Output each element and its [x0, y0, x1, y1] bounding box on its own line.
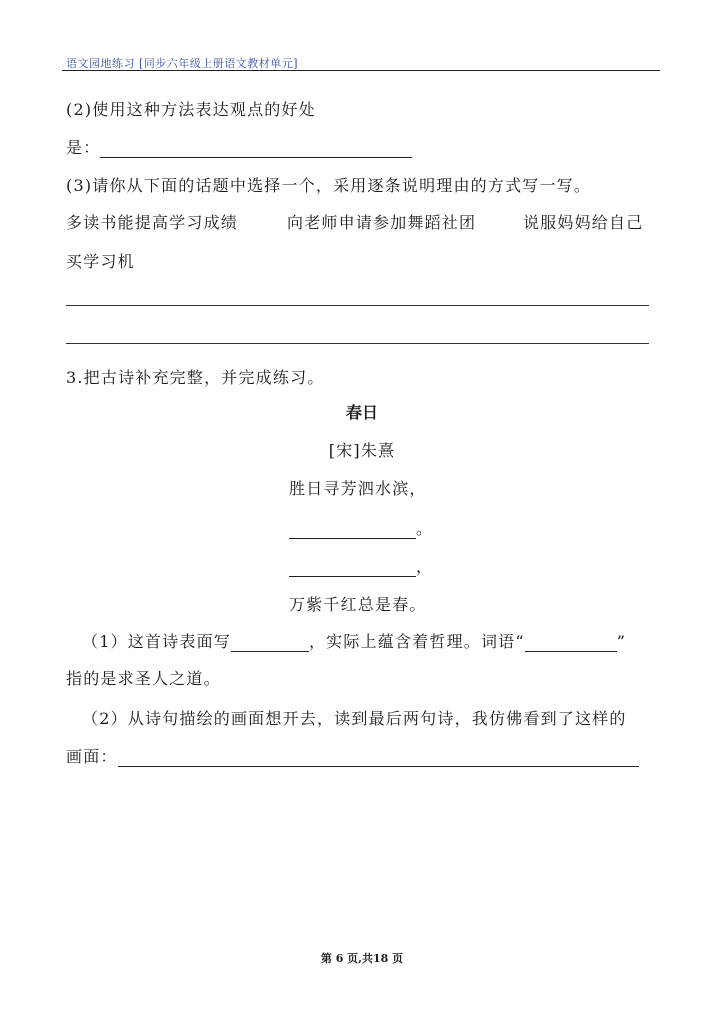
blank-key-word[interactable] — [525, 634, 617, 652]
q3-sub2-line1: （2）从诗句描绘的画面想开去，读到最后两句诗，我仿佛看到了这样的 — [82, 709, 627, 728]
poem-line-1: 胜日寻芳泗水滨， — [289, 479, 427, 498]
q3-heading: 3.把古诗补充完整，并完成练习。 — [66, 368, 325, 387]
q3-sub1-part-c: ” — [616, 632, 627, 651]
q2-sub2-prefix: 是： — [66, 138, 101, 157]
topic-option-3-part1: 说服妈妈给自己 — [523, 213, 644, 232]
q3-sub2-line2 — [66, 744, 639, 767]
topic-option-3-part2: 买学习机 — [66, 252, 135, 271]
writing-line-2[interactable] — [66, 343, 649, 344]
q2-sub2-line2 — [66, 135, 412, 158]
header-divider — [62, 70, 660, 71]
poem-blank-line-3[interactable] — [289, 559, 416, 577]
q3-sub1-part-a: （1）这首诗表面写 — [82, 632, 231, 651]
answer-blank-advantage[interactable] — [100, 139, 412, 158]
q3-sub1-line1 — [82, 629, 626, 652]
topic-option-1: 多读书能提高学习成绩 — [66, 213, 239, 232]
poem-blank-line-2[interactable] — [289, 521, 416, 539]
poem-author: [宋]朱熹 — [328, 441, 396, 460]
page-footer: 第 6 页,共18 页 — [320, 952, 404, 965]
q2-sub2-line1: (2)使用这种方法表达观点的好处 — [66, 100, 316, 119]
blank-surface-topic[interactable] — [231, 634, 309, 652]
poem-title: 春日 — [345, 403, 378, 422]
q3-sub1-line2: 指的是求圣人之道。 — [66, 669, 221, 688]
page-header: 语文园地练习 [同步六年级上册语文教材单元] — [66, 57, 299, 70]
writing-line-1[interactable] — [66, 305, 649, 306]
poem-line-4: 万紫千红总是春。 — [289, 595, 427, 614]
poem-line-3-punct: ， — [416, 557, 434, 576]
q3-sub2-prefix: 画面： — [66, 747, 118, 766]
q3-sub1-part-b: ，实际上蕴含着哲理。词语“ — [308, 632, 525, 651]
q2-sub3-prompt: (3)请你从下面的话题中选择一个，采用逐条说明理由的方式写一写。 — [66, 176, 592, 195]
topic-option-2: 向老师申请参加舞蹈社团 — [287, 213, 477, 232]
answer-blank-scene[interactable] — [118, 748, 639, 767]
poem-line-2-punct: 。 — [416, 519, 434, 538]
poem-line-3 — [289, 554, 433, 577]
poem-line-2 — [289, 516, 433, 539]
